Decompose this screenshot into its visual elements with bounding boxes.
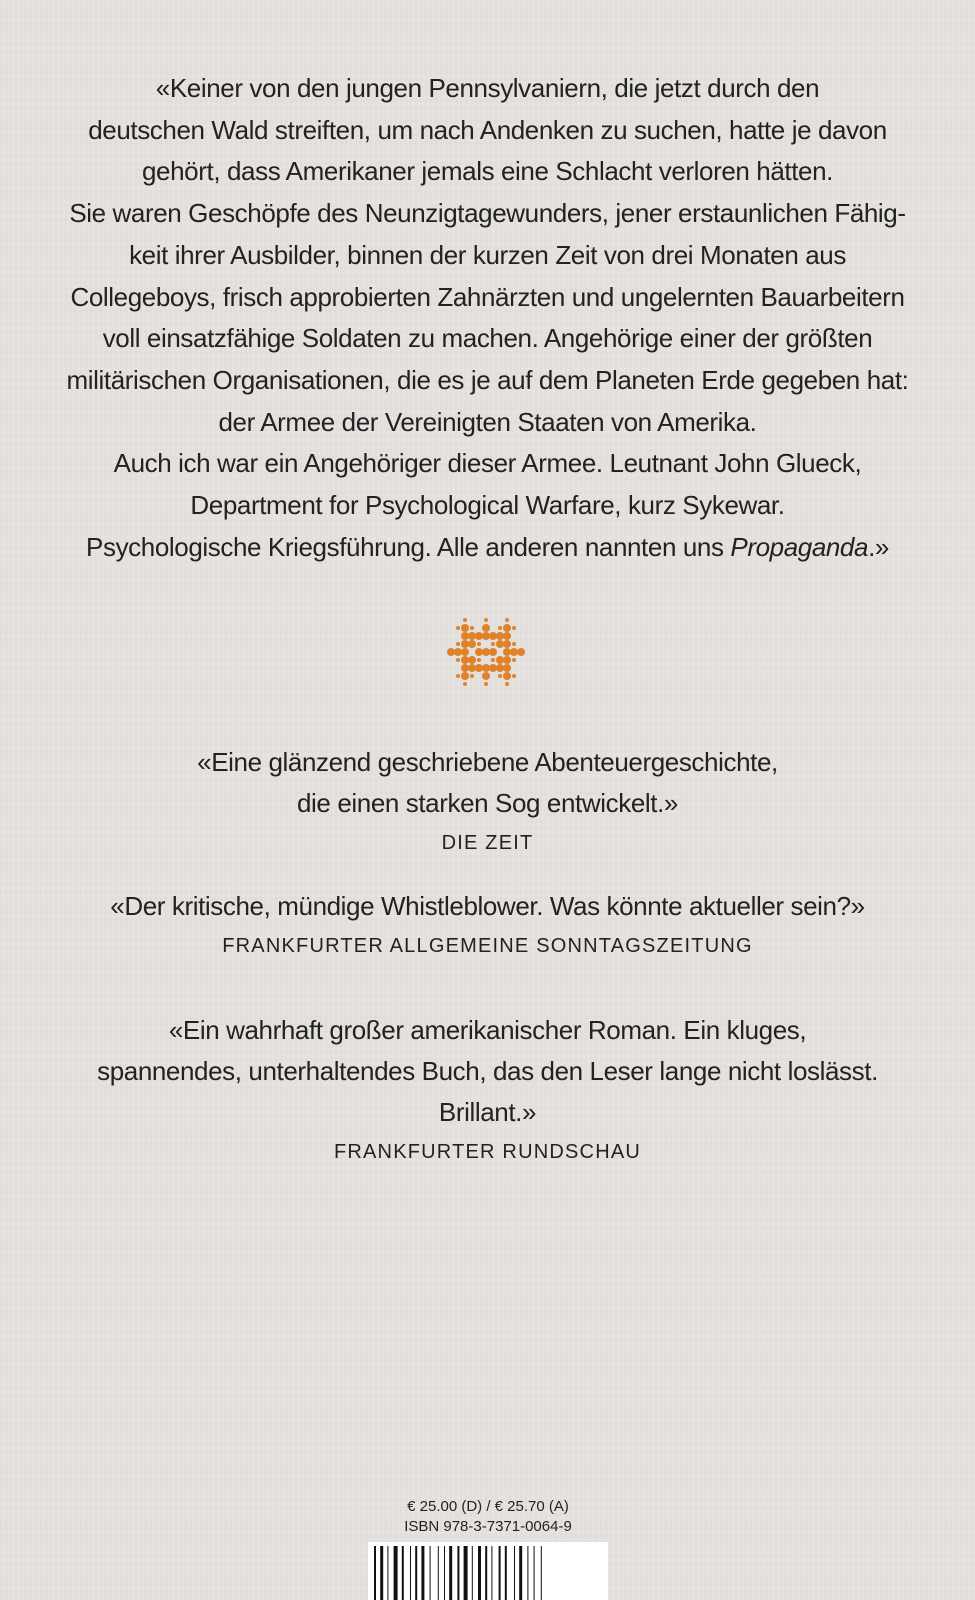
excerpt-line: keit ihrer Ausbilder, binnen der kurzen Zeit von drei Monaten aus bbox=[129, 239, 846, 270]
excerpt-italic-word: Propaganda bbox=[730, 531, 869, 562]
review-quote: die einen starken Sog entwickelt.» bbox=[297, 788, 678, 818]
excerpt-last-prefix: Psychologische Kriegsführung. Alle anderen nannten uns bbox=[86, 531, 731, 562]
excerpt-line: Department for Psychological Warfare, kurz Sykewar. bbox=[190, 490, 785, 521]
price-text: € 25.00 (D) / € 25.70 (A) bbox=[407, 1498, 569, 1515]
excerpt-line: Sie waren Geschöpfe des Neunzigtagewunders, jener erstaunlichen Fähig- bbox=[69, 198, 906, 229]
excerpt-last-line bbox=[60, 527, 915, 569]
excerpt-line: Auch ich war ein Angehöriger dieser Armee. Leutnant John Glueck, bbox=[113, 448, 862, 479]
review-faz bbox=[60, 886, 915, 961]
excerpt-line: militärischen Organisationen, die es je auf dem Planeten Erde gegeben hat: bbox=[66, 364, 909, 395]
review-quote: «Der kritische, mündige Whistleblower. Was könnte aktueller sein?» bbox=[110, 891, 865, 921]
review-quote: spannendes, unterhaltendes Buch, das den Leser lange nicht loslässt. bbox=[97, 1056, 878, 1086]
barcode-icon bbox=[368, 1542, 608, 1600]
isbn-text: ISBN 978-3-7371-0064-9 bbox=[404, 1518, 572, 1535]
review-source: FRANKFURTER ALLGEMEINE SONNTAGSZEITUNG bbox=[222, 935, 753, 957]
review-fr bbox=[60, 1010, 915, 1167]
excerpt-line: Collegeboys, frisch approbierten Zahnärzten und ungelernten Bauarbeitern bbox=[70, 281, 905, 312]
review-source: DIE ZEIT bbox=[441, 832, 534, 854]
review-quote: «Eine glänzend geschriebene Abenteuergeschichte, bbox=[197, 747, 778, 777]
excerpt-line: «Keiner von den jungen Pennsylvaniern, die jetzt durch den bbox=[155, 73, 820, 103]
orange-dot-pattern-icon bbox=[447, 614, 525, 692]
review-source: FRANKFURTER RUNDSCHAU bbox=[333, 1141, 642, 1163]
excerpt-line: deutschen Wald streiften, um nach Andenken zu suchen, hatte je davon bbox=[88, 114, 887, 145]
price-block bbox=[388, 1497, 588, 1537]
review-die-zeit bbox=[60, 742, 915, 858]
review-quote: Brillant.» bbox=[438, 1097, 537, 1127]
excerpt-last-suffix: .» bbox=[868, 531, 889, 562]
excerpt-line: voll einsatzfähige Soldaten zu machen. Angehörige einer der größten bbox=[102, 323, 873, 354]
excerpt-line: gehört, dass Amerikaner jemals eine Schlacht verloren hätten. bbox=[142, 156, 833, 187]
review-quote: «Ein wahrhaft großer amerikanischer Roman. Ein kluges, bbox=[168, 1015, 807, 1045]
excerpt-line: der Armee der Vereinigten Staaten von Amerika. bbox=[218, 406, 757, 437]
book-excerpt bbox=[60, 68, 915, 568]
